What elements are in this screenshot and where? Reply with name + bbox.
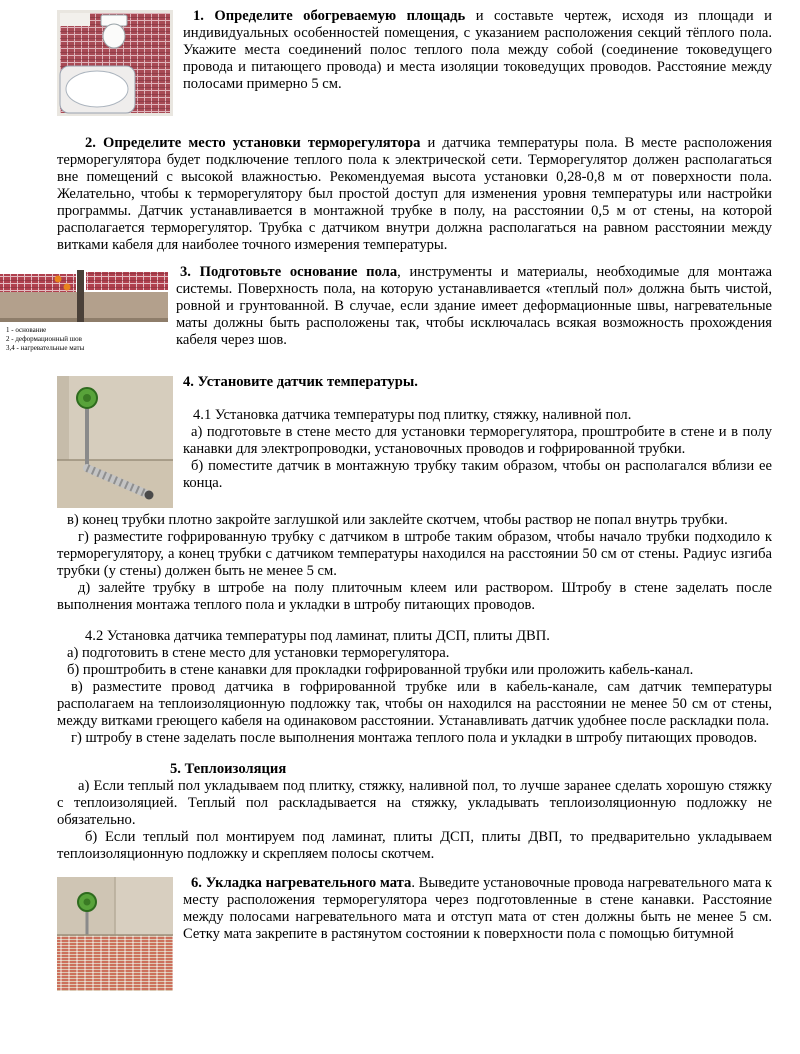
paragraph-2 [57, 135, 772, 254]
item-4-1-a: а) подготовьте в стене место для установки терморегулятора, проштробите в стене и в полу канавки для электропроводки, установочных проводов и гофрированной трубки. [183, 424, 772, 457]
bathroom-plan-image [57, 10, 173, 116]
item-5-b: б) Если теплый пол монтируем под ламинат, плиты ДСП, плиты ДВП, то предварительно укладываем теплоизоляционную подложку и скрепляем полосы скотчем. [57, 829, 772, 862]
figure-floor-base-diagram [0, 266, 168, 358]
paragraph-2-body: и датчика температуры пола. В месте расположения терморегулятора будет подключение теплого пола к электрической сети. Терморегулятор должен располагаться вне помещений с высокой влажностью. Рекомендуемая высота установки 0,28-0,8 м от поверхности пола. Желательно, чтобы к терморегулятору был простой доступ для изменения уровня температуры или настройки программы. Датчик устанавливается в монтажной трубке в полу, на расстоянии 0,5 м от стены, на которой располагается терморегулятор. Трубка с датчиком внутри должна располагаться на равном расстоянии между витками кабеля для наиболее точного измерения температуры. [57, 135, 773, 253]
figure-label-2: 2 - деформационный шов [6, 335, 82, 343]
section-2 [57, 135, 772, 254]
figure-mat-laying [57, 877, 173, 991]
section-4-2-heading: 4.2 Установка датчика температуры под ламинат, плиты ДСП, плиты ДВП. [85, 628, 550, 644]
marker-dot [64, 284, 71, 291]
tube-end-cap [145, 491, 154, 500]
section-6 [57, 875, 772, 993]
section-1 [57, 8, 772, 120]
item-4-1-d: д) залейте трубку в штробе на полу плиточным клеем или раствором. Штробу в стене заделать после выполнения монтажа теплого пола и укладки в штробу питающих проводов. [57, 580, 772, 613]
sensor-tube-image [57, 376, 173, 508]
figure-label-1: 1 - основание [6, 326, 47, 334]
item-4-2-b: б) проштробить в стене канавки для прокладки гофрированной трубки или проложить кабель-канал. [67, 662, 694, 678]
item-4-2-a: а) подготовить в стене место для установки терморегулятора. [67, 645, 450, 661]
paragraph-6-body: . Выведите установочные провода нагревательного мата к месту расположения терморегулятора через подготовленные в стене канавки. Расстояние между полосами нагревательного мата и отступ мата от стен должны быть не менее 5 см. Сетку мата закрепите в растянутом состоянии к поверхности пола с помощью битумной [183, 875, 772, 942]
item-4-1-v: в) конец трубки плотно закройте заглушкой или заклейте скотчем, чтобы раствор не попал внутрь трубки. [67, 512, 728, 528]
paragraph-6-title: 6. Укладка нагревательного мата [191, 875, 412, 891]
figure-room-heating-plan [57, 10, 173, 116]
section-3 [6, 264, 772, 360]
deformation-joint [77, 270, 84, 322]
item-5-a: а) Если теплый пол укладываем под плитку, стяжку, наливной пол, то лучше заранее сделать хорошую стяжку с теплоизоляцией. Теплый пол раскладывается на стяжку, укладывать теплоизоляционную подложку не обязательно. [57, 778, 772, 828]
paragraph-2-title: 2. Определите место установки терморегулятора [85, 135, 421, 151]
item-4-1-g: г) разместите гофрированную трубку с датчиком в штробе таким образом, чтобы начало трубки подходило к терморегулятору, а конец трубки с датчиком температуры находился на расстоянии 50 см от стены. Радиус изгиба трубки (у стены) должен быть не менее 5 см. [57, 529, 772, 579]
section-4-2 [57, 628, 772, 747]
floor-cross-section-image [0, 266, 168, 326]
paragraph-1-title: 1. Определите обогреваемую площадь [193, 8, 466, 24]
heating-mat-room-image [57, 877, 173, 991]
item-4-2-g: г) штробу в стене заделать после выполнения монтажа теплого пола и укладки в штробу питающих проводов. [71, 730, 758, 746]
section-5 [57, 761, 772, 863]
heating-mat-floor [57, 935, 173, 991]
figure-label-3: 3,4 - нагревательные маты [6, 344, 85, 352]
paragraph-3-title: 3. Подготовьте основание пола [180, 264, 398, 280]
paragraph-3-body: , инструменты и материалы, необходимые для монтажа системы. Поверхность пола, на которую устанавливается «теплый пол» должна быть чистой, ровной и грунтованной. В случае, если здание имеет деформационные швы, нагревательные маты должны быть расположены так, чтобы исключалась всякая возможность прохождения кабеля через шов. [176, 264, 772, 348]
section-4-1-heading: 4.1 Установка датчика температуры под плитку, стяжку, наливной пол. [193, 407, 632, 423]
section-5-heading: 5. Теплоизоляция [170, 761, 287, 777]
section-4-heading: 4. Установите датчик температуры. [183, 374, 418, 390]
section-4 [57, 374, 772, 614]
figure-sensor-installation [57, 376, 173, 508]
item-4-2-v: в) разместите провод датчика в гофрированной трубке или в кабель-канале, сам датчик температуры располагаем на теплоизоляционную подложку так, чтобы он находился на расстоянии не менее 50 см от стены, между витками греющего кабеля на одинаковом расстоянии. Устанавливать датчик удобнее после раскладки пола. [57, 679, 772, 729]
heating-mat-right [86, 272, 168, 290]
item-4-1-b: б) поместите датчик в монтажную трубку таким образом, чтобы он располагался вблизи ее конца. [183, 458, 772, 491]
paragraph-1-body: и составьте чертеж, исходя из площади и индивидуальных особенностей помещения, с указанием расположения секций тёплого пола. Укажите места соединений полос теплого пола между собой (соединение токоведущего провода и питающего провода) и места изоляции токоведущих проводов. Расстояние между полосами примерно 5 см. [183, 8, 772, 92]
marker-dot [55, 276, 62, 283]
figure-labels [0, 326, 168, 353]
